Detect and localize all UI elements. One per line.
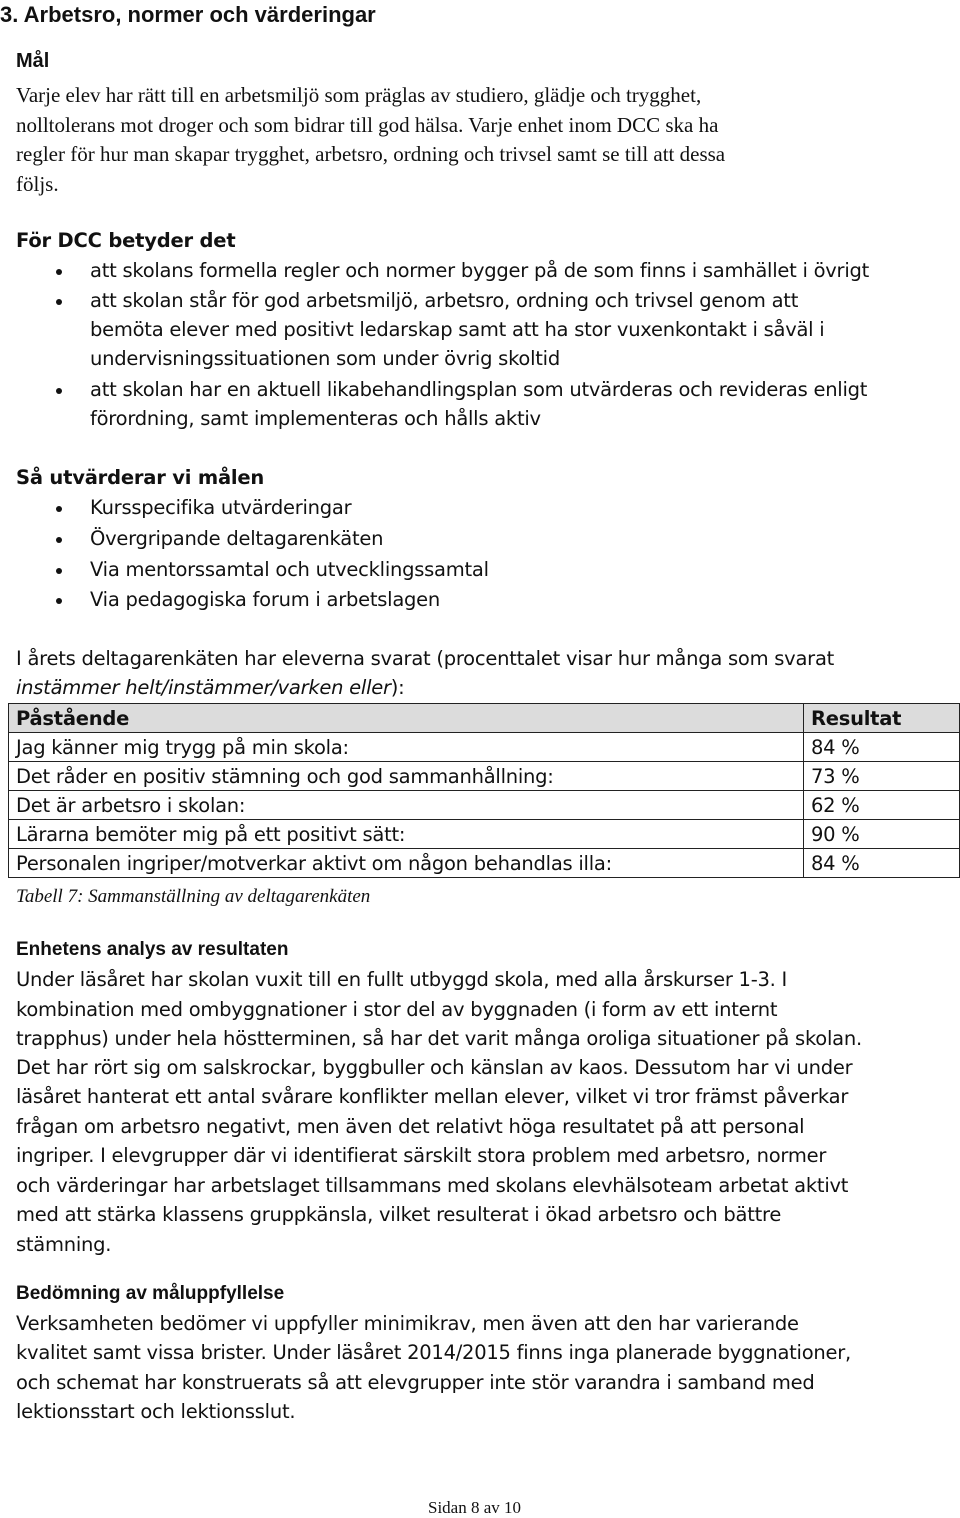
goal-title: Mål xyxy=(16,50,50,72)
dcc-bullet-line: att skolan står för god arbetsmiljö, arbetsro, ordning och trivsel genom att xyxy=(90,289,799,312)
table-row xyxy=(9,849,960,878)
result-cell: 84 % xyxy=(804,849,960,878)
bullet-icon xyxy=(56,269,62,275)
result-cell: 73 % xyxy=(804,762,960,791)
analysis-line: trapphus) under hela höstterminen, så har det varit många oroliga situationer på skolan. xyxy=(16,1027,862,1050)
survey-intro-italic: instämmer helt/instämmer/varken eller xyxy=(16,676,391,699)
goal-text-line: följs. xyxy=(16,172,59,196)
analysis-line: Under läsåret har skolan vuxit till en fullt utbyggd skola, med alla årskurser 1-3. I xyxy=(16,968,788,991)
analysis-line: med att stärka klassens gruppkänsla, vilket resulterat i ökad arbetsro och bättre xyxy=(16,1203,782,1226)
page-number: Sidan 8 av 10 xyxy=(428,1498,522,1517)
analysis-line: frågan om arbetsro negativt, men även det relativt höga resultatet på att personal xyxy=(16,1115,805,1138)
bullet-icon xyxy=(56,537,62,543)
column-header-statement: Påstående xyxy=(9,704,804,733)
assessment-line: kvalitet samt vissa brister. Under läsåret 2014/2015 finns inga planerade byggnationer, xyxy=(16,1341,851,1364)
assessment-title: Bedömning av måluppfyllelse xyxy=(16,1283,285,1304)
table-row xyxy=(9,733,960,762)
evaluate-item: Övergripande deltagarenkäten xyxy=(90,527,384,550)
statement-cell: Det är arbetsro i skolan: xyxy=(9,791,804,820)
analysis-line: kombination med ombyggnationer i stor del av byggnaden (i form av ett internt xyxy=(16,998,778,1021)
dcc-bullet-line: förordning, samt implementeras och hålls aktiv xyxy=(90,407,541,430)
table-row xyxy=(9,762,960,791)
analysis-line: läsåret hanterat ett antal svårare konflikter mellan elever, vilket vi tror främst påverkar xyxy=(16,1085,849,1108)
statement-cell: Det råder en positiv stämning och god sammanhållning: xyxy=(9,762,804,791)
result-cell: 90 % xyxy=(804,820,960,849)
table-header-row xyxy=(9,704,960,733)
results-table xyxy=(8,703,960,878)
assessment-line: Verksamheten bedömer vi uppfyller minimikrav, men även att den har varierande xyxy=(16,1312,799,1335)
evaluate-item: Via mentorssamtal och utvecklingssamtal xyxy=(90,558,489,581)
survey-intro-end: ): xyxy=(390,676,405,699)
bullet-icon xyxy=(56,598,62,604)
table-row xyxy=(9,791,960,820)
bullet-icon xyxy=(56,388,62,394)
analysis-line: och värderingar har arbetslaget tillsammans med skolans elevhälsoteam arbetat aktivt xyxy=(16,1174,849,1197)
result-cell: 84 % xyxy=(804,733,960,762)
dcc-bullet-line: att skolan har en aktuell likabehandlingsplan som utvärderas och revideras enligt xyxy=(90,378,868,401)
column-header-result: Resultat xyxy=(804,704,960,733)
survey-intro-line2 xyxy=(16,676,404,699)
table-row xyxy=(9,820,960,849)
evaluate-title: Så utvärderar vi målen xyxy=(16,466,265,489)
statement-cell: Lärarna bemöter mig på ett positivt sätt: xyxy=(9,820,804,849)
assessment-line: lektionsstart och lektionsslut. xyxy=(16,1400,296,1423)
dcc-bullet-line: bemöta elever med positivt ledarskap samt att ha stor vuxenkontakt i såväl i xyxy=(90,318,825,341)
goal-text-line: regler för hur man skapar trygghet, arbetsro, ordning och trivsel samt se till att dessa xyxy=(16,142,726,166)
section-heading: 3. Arbetsro, normer och värderingar xyxy=(0,2,376,27)
evaluate-item: Via pedagogiska forum i arbetslagen xyxy=(90,588,441,611)
statement-cell: Jag känner mig trygg på min skola: xyxy=(9,733,804,762)
analysis-title: Enhetens analys av resultaten xyxy=(16,939,289,960)
analysis-line: ingriper. I elevgrupper där vi identifierat särskilt stora problem med arbetsro, normer xyxy=(16,1144,827,1167)
evaluate-item: Kursspecifika utvärderingar xyxy=(90,496,352,519)
bullet-icon xyxy=(56,568,62,574)
goal-text-line: nolltolerans mot droger och som bidrar till god hälsa. Varje enhet inom DCC ska ha xyxy=(16,113,719,137)
table-caption: Tabell 7: Sammanställning av deltagarenkäten xyxy=(16,886,371,907)
analysis-line: Det har rört sig om salskrockar, byggbuller och känslan av kaos. Dessutom har vi under xyxy=(16,1056,853,1079)
analysis-line: stämning. xyxy=(16,1233,112,1256)
bullet-icon xyxy=(56,506,62,512)
survey-intro: I årets deltagarenkäten har eleverna svarat (procenttalet visar hur många som svarat xyxy=(16,647,835,670)
dcc-bullet-line: undervisningssituationen som under övrig skoltid xyxy=(90,347,560,370)
goal-text-line: Varje elev har rätt till en arbetsmiljö som präglas av studiero, glädje och trygghet, xyxy=(16,83,702,107)
statement-cell: Personalen ingriper/motverkar aktivt om någon behandlas illa: xyxy=(9,849,804,878)
assessment-line: och schemat har konstruerats så att elevgrupper inte stör varandra i samband med xyxy=(16,1371,815,1394)
dcc-bullet-line: att skolans formella regler och normer bygger på de som finns i samhället i övrigt xyxy=(90,259,870,282)
result-cell: 62 % xyxy=(804,791,960,820)
dcc-title: För DCC betyder det xyxy=(16,229,236,252)
bullet-icon xyxy=(56,299,62,305)
